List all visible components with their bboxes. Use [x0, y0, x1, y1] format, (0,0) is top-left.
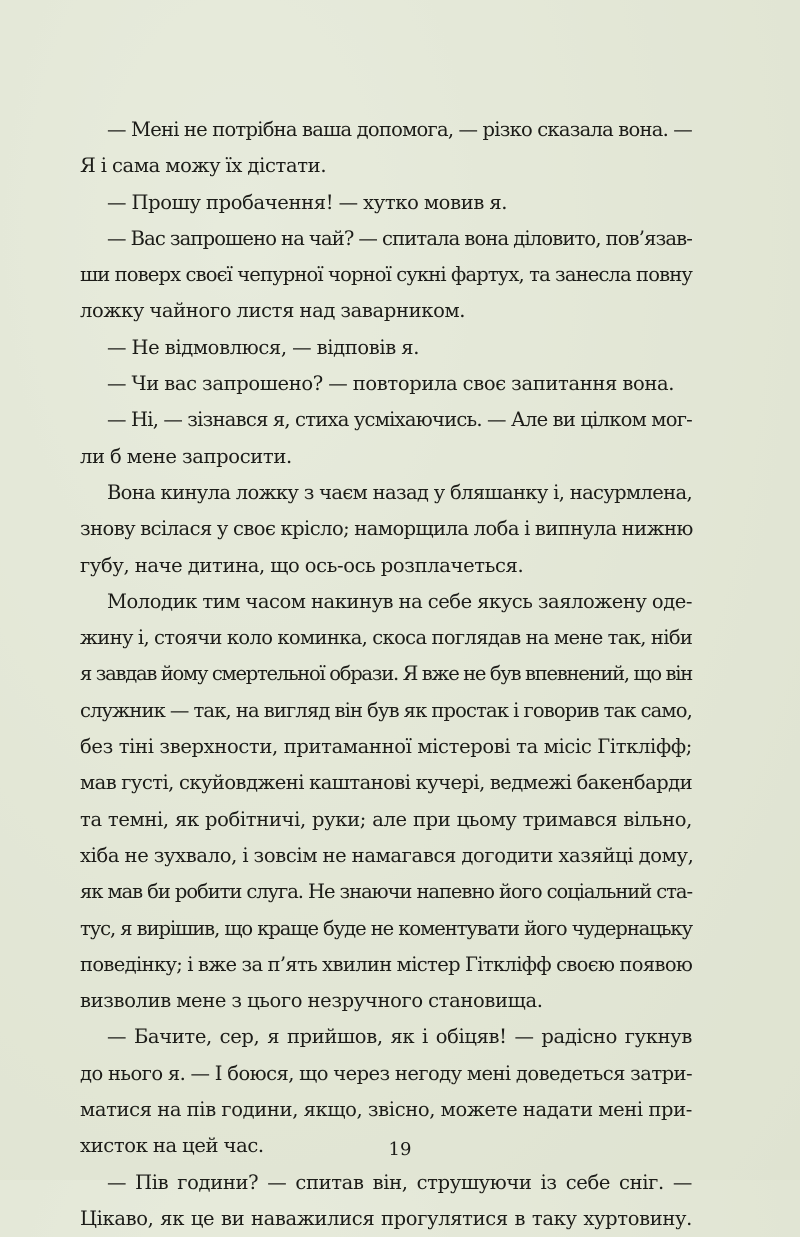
text-line: ли б мене запросити.	[80, 444, 292, 468]
text-line: Вона кинула ложку з чаєм назад у бляшанку і, насурмлена,	[107, 480, 692, 504]
text-line: мав густі, скуйовджені каштанові кучері, ведмежі бакенбарди	[80, 771, 693, 795]
text-line: Молодик тим часом накинув на себе якусь заяложену оде-	[107, 589, 692, 613]
text-line: Цікаво, як це ви наважилися прогулятися в таку хуртовину.	[80, 1206, 692, 1230]
text-line: — Пів години? — спитав він, струшуючи із себе сніг. —	[107, 1170, 692, 1194]
text-line: та темні, як робітничі, руки; але при цьому тримався вільно,	[80, 807, 692, 831]
text-line: — Не відмовлюся, — відповів я.	[107, 335, 420, 359]
text-line: матися на пів години, якщо, звісно, можете надати мені при-	[80, 1098, 692, 1122]
text-line: жину і, стоячи коло коминка, скоса поглядав на мене так, ніби	[80, 626, 693, 650]
page-body	[80, 112, 692, 1237]
text-line: ши поверх своєї чепурної чорної сукні фартух, та занесла повну	[80, 263, 692, 287]
text-line: визволив мене з цього незручного становища.	[80, 989, 543, 1013]
text-line: без тіні зверхности, притаманної містерові та місіс Гіткліфф;	[80, 735, 692, 759]
text-line: — Ні, — зізнався я, стиха усміхаючись. — Але ви цілком мог-	[107, 408, 692, 432]
text-line: — Мені не потрібна ваша допомога, — різко сказала вона. —	[107, 118, 692, 141]
text-line: тус, я вирішив, що краще буде не коментувати його чудернацьку	[80, 916, 692, 940]
text-line: служник — так, на вигляд він був як простак і говорив так само,	[80, 698, 692, 722]
text-line: поведінку; і вже за п’ять хвилин містер Гіткліфф своєю появою	[80, 952, 693, 976]
text-line: як мав би робити слуга. Не знаючи напевно його соціальний ста-	[80, 880, 692, 904]
text-line: — Вас запрошено на чай? — спитала вона діловито, пов’язав-	[107, 226, 692, 250]
text-line: хіба не зухвало, і зовсім не намагався догодити хазяйці дому,	[80, 843, 694, 867]
text-line: знову всілася у своє крісло; наморщила лоба і випнула нижню	[80, 517, 693, 541]
text-line: Я і сама можу їх дістати.	[80, 154, 327, 178]
text-line: — Прошу пробачення! — хутко мовив я.	[107, 190, 508, 214]
text-line: — Чи вас запрошено? — повторила своє запитання вона.	[107, 372, 675, 396]
text-line: ложку чайного листя над заварником.	[80, 299, 466, 323]
text-line: до нього я. — І боюся, що через негоду мені доведеться затри-	[80, 1061, 692, 1085]
text-line: губу, наче дитина, що ось-ось розплачеться.	[80, 553, 524, 577]
page-number: 19	[388, 1139, 412, 1160]
text-line: хисток на цей час.	[80, 1134, 264, 1158]
text-line: я завдав йому смертельної образи. Я вже не був впевнений, що він	[80, 662, 692, 686]
text-line: — Бачите, сер, я прийшов, як і обіцяв! — радісно гукнув	[107, 1025, 692, 1049]
